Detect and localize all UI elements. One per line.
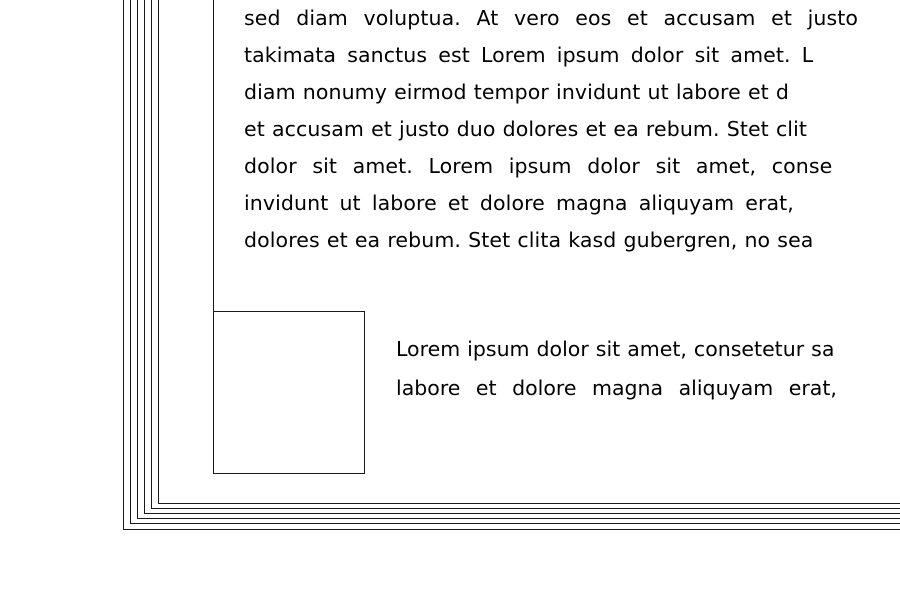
page-frame-bottom-rule-3 <box>137 518 900 519</box>
text-frame-left-rule <box>213 0 214 311</box>
figure-side-line: Lorem ipsum dolor sit amet, consetetur sa <box>396 337 835 361</box>
figure-side-line: labore et dolore magna aliquyam erat, <box>396 376 837 400</box>
page-frame-rule-3 <box>137 0 138 519</box>
page-frame-bottom-rule-2 <box>130 523 900 524</box>
page-frame-rule-4 <box>144 0 145 514</box>
body-line: dolor sit amet. Lorem ipsum dolor sit amet, conse <box>244 154 833 178</box>
page-frame-bottom-rule-4 <box>144 513 900 514</box>
body-line: sed diam voluptua. At vero eos et accusam et justo <box>244 6 859 30</box>
page-frame-rule-2 <box>130 0 131 524</box>
page-frame-bottom-rule-1 <box>123 529 900 530</box>
body-line: invidunt ut labore et dolore magna aliquyam erat, <box>244 191 794 215</box>
page-frame-bottom-rule-5 <box>151 508 900 509</box>
body-line: dolores et ea rebum. Stet clita kasd gubergren, no sea <box>244 228 814 252</box>
page-frame-rule-6 <box>158 0 159 504</box>
body-line: diam nonumy eirmod tempor invidunt ut labore et d <box>244 80 790 104</box>
page-frame-bottom-rule-6 <box>158 503 900 504</box>
body-line: et accusam et justo duo dolores et ea rebum. Stet clit <box>244 117 808 141</box>
page-frame-rule-5 <box>151 0 152 509</box>
page-frame-rule-1 <box>123 0 124 530</box>
figure-placeholder-box <box>213 311 365 474</box>
figure-side-paragraph <box>396 330 900 408</box>
body-paragraph <box>244 0 900 259</box>
body-line: takimata sanctus est Lorem ipsum dolor sit amet. L <box>244 43 814 67</box>
